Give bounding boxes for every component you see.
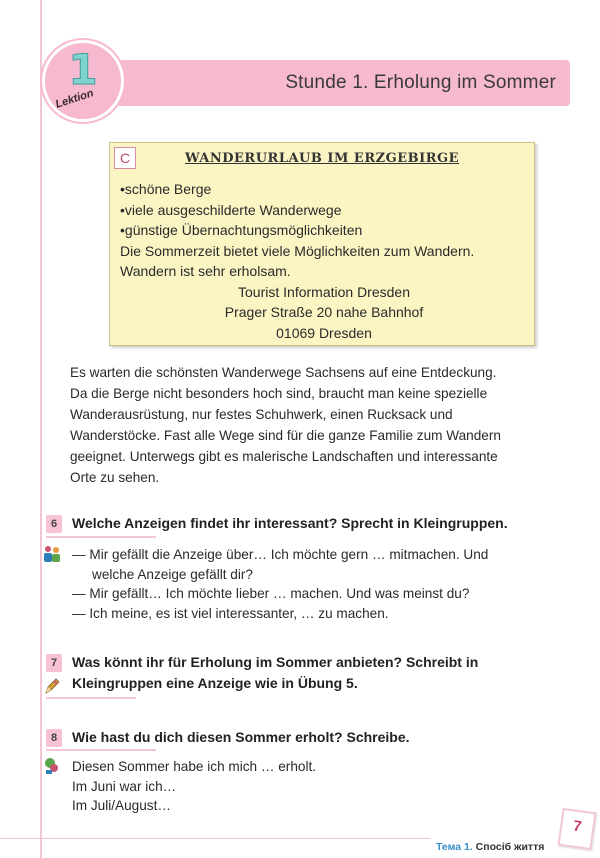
ad-line: •viele ausgeschilderte Wanderwege <box>120 201 342 218</box>
paragraph-line: Wanderausrüstung, nur festes Schuhwerk, einen Rucksack und <box>70 407 453 422</box>
footer-topic <box>436 841 544 853</box>
page-number-tab <box>558 808 597 850</box>
page-number: 7 <box>572 817 583 836</box>
exercise-divider <box>46 536 156 538</box>
dialogue-line: — Mir gefällt die Anzeige über… Ich möchte gern … mitmachen. Und <box>72 547 489 562</box>
dialogue-line: — Mir gefällt… Ich möchte lieber … machen. Und was meinst du? <box>72 586 470 601</box>
paragraph-line: Orte zu sehen. <box>70 470 160 485</box>
exercise-8-lines <box>72 757 562 816</box>
lesson-number: 1 <box>68 45 98 94</box>
exercise-7-title-line: Kleingruppen eine Anzeige wie in Übung 5. <box>72 675 358 691</box>
ad-body <box>120 179 528 343</box>
writing-icon <box>42 756 62 776</box>
paragraph-line: geeignet. Unterwegs gibt es malerische Landschaften und interessante <box>70 449 498 464</box>
paragraph-line: Es warten die schönsten Wanderwege Sachsens auf eine Entdeckung. <box>70 365 497 380</box>
exercise-7-number: 7 <box>46 654 62 672</box>
page-margin-line <box>40 0 42 858</box>
exercise-divider <box>46 697 136 699</box>
ad-line: Wandern ist sehr erholsam. <box>120 263 291 279</box>
ad-letter-label: C <box>114 147 136 169</box>
page-title: Stunde 1. Erholung im Sommer <box>285 72 556 93</box>
lesson-word: Lektion <box>54 87 96 111</box>
ad-line: Die Sommerzeit bietet viele Möglichkeiten zum Wandern. <box>120 242 475 259</box>
writing-prompt-line: Diesen Sommer habe ich mich … erholt. <box>72 759 317 774</box>
ad-contact-line: Prager Straße 20 nahe Bahnhof <box>224 304 424 320</box>
ad-contact-line: Tourist Information Dresden <box>238 283 410 300</box>
ad-line: •schöne Berge <box>120 181 212 197</box>
speaking-pair-icon <box>42 544 62 564</box>
exercise-7-title-line: Was könnt ihr für Erholung im Sommer anbieten? Schreibt in <box>72 654 479 670</box>
reading-paragraph <box>70 362 570 488</box>
pencil-icon <box>42 676 62 696</box>
ad-card <box>109 142 535 346</box>
paragraph-line: Da die Berge nicht besonders hoch sind, braucht man keine spezielle <box>70 386 488 401</box>
dialogue-line: — Ich meine, es ist viel interessanter, … zu machen. <box>72 605 389 621</box>
exercise-8-title: Wie hast du dich diesen Sommer erholt? Schreibe. <box>72 729 410 745</box>
exercise-8-number: 8 <box>46 729 62 747</box>
paragraph-line: Wanderstöcke. Fast alle Wege sind für die ganze Familie zum Wandern <box>70 428 501 443</box>
writing-prompt-line: Im Juli/August… <box>72 798 171 813</box>
writing-prompt-line: Im Juni war ich… <box>72 778 177 794</box>
lesson-badge <box>42 40 124 122</box>
exercise-7-title <box>72 652 478 694</box>
ad-title: WANDERURLAUB IM ERZGEBIRGE <box>184 151 460 166</box>
lesson-header-band <box>112 60 570 106</box>
exercise-6-number: 6 <box>46 515 62 533</box>
exercise-6-dialogue <box>72 545 562 623</box>
ad-line: •günstige Übernachtungsmöglichkeiten <box>120 222 363 238</box>
dialogue-line: welche Anzeige gefällt dir? <box>92 566 253 582</box>
footer-rule <box>0 838 430 839</box>
ad-contact-line: 01069 Dresden <box>276 324 372 341</box>
exercise-6-title: Welche Anzeigen findet ihr interessant? Sprecht in Kleingruppen. <box>72 515 508 531</box>
exercise-divider <box>46 749 156 751</box>
footer-topic-name: Спосіб життя <box>475 841 545 853</box>
footer-topic-label: Тема 1. <box>436 841 473 853</box>
